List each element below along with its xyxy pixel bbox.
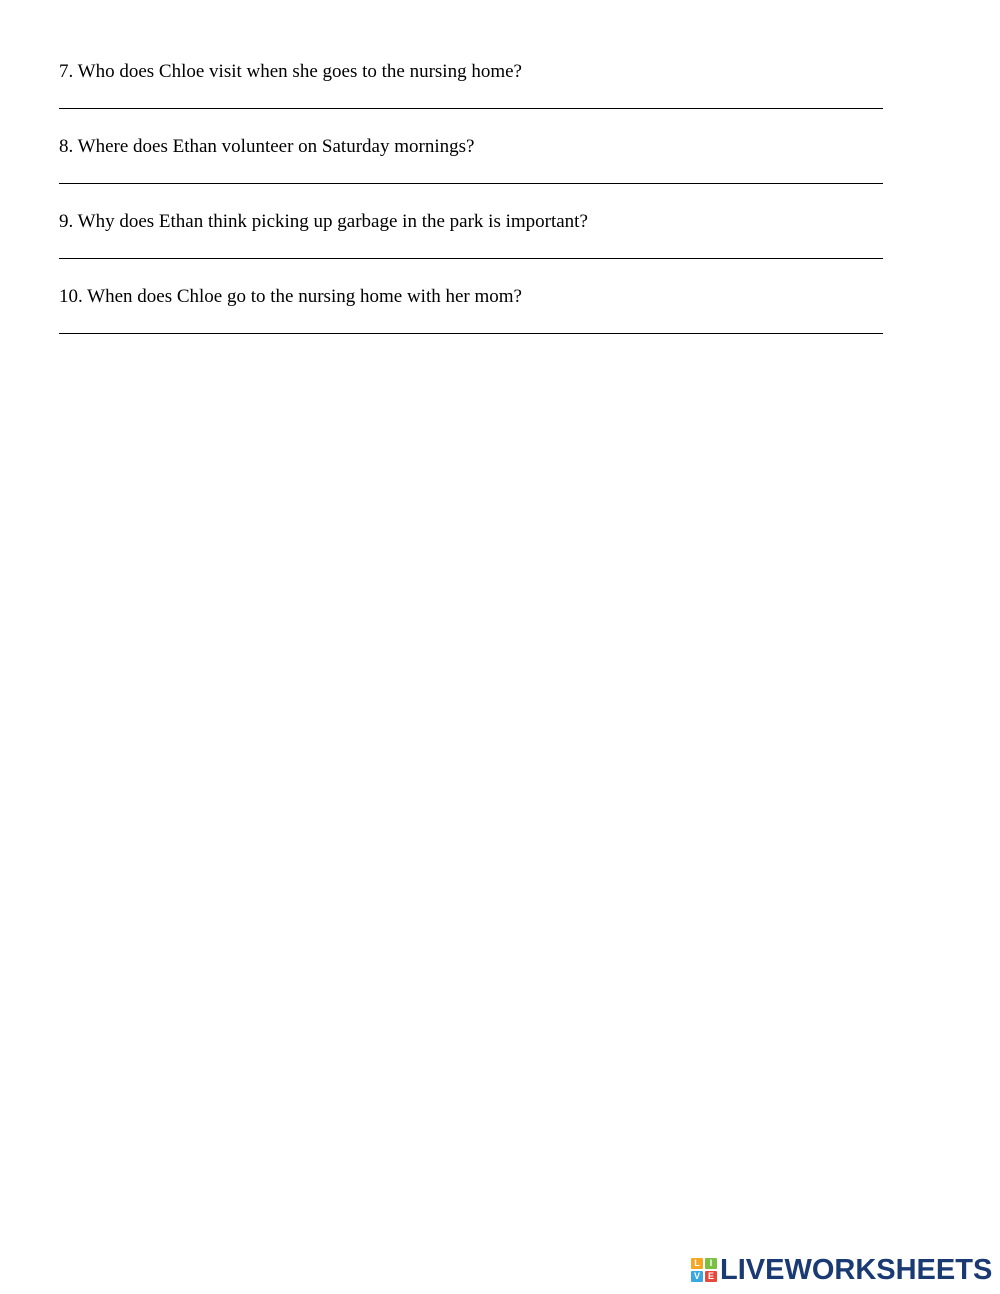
logo-letter-v: V xyxy=(691,1271,703,1282)
answer-line-8[interactable] xyxy=(59,183,883,184)
answer-line-7[interactable] xyxy=(59,108,883,109)
question-8 xyxy=(59,136,883,196)
question-10-text: 10. When does Chloe go to the nursing home with her mom? xyxy=(59,286,522,307)
logo-letter-e: E xyxy=(705,1271,717,1282)
question-9-text: 9. Why does Ethan think picking up garbage in the park is important? xyxy=(59,211,588,232)
question-10 xyxy=(59,286,883,346)
answer-line-9[interactable] xyxy=(59,258,883,259)
logo-letter-l: L xyxy=(691,1258,703,1269)
logo-letter-i: I xyxy=(705,1258,717,1269)
question-7-text: 7. Who does Chloe visit when she goes to the nursing home? xyxy=(59,61,522,82)
answer-line-10[interactable] xyxy=(59,333,883,334)
question-9 xyxy=(59,211,883,271)
brand-name: LIVEWORKSHEETS xyxy=(720,1254,993,1286)
liveworksheets-logo xyxy=(691,1256,992,1284)
live-logo-icon xyxy=(691,1258,717,1282)
question-7 xyxy=(59,61,883,121)
question-8-text: 8. Where does Ethan volunteer on Saturday mornings? xyxy=(59,136,475,157)
